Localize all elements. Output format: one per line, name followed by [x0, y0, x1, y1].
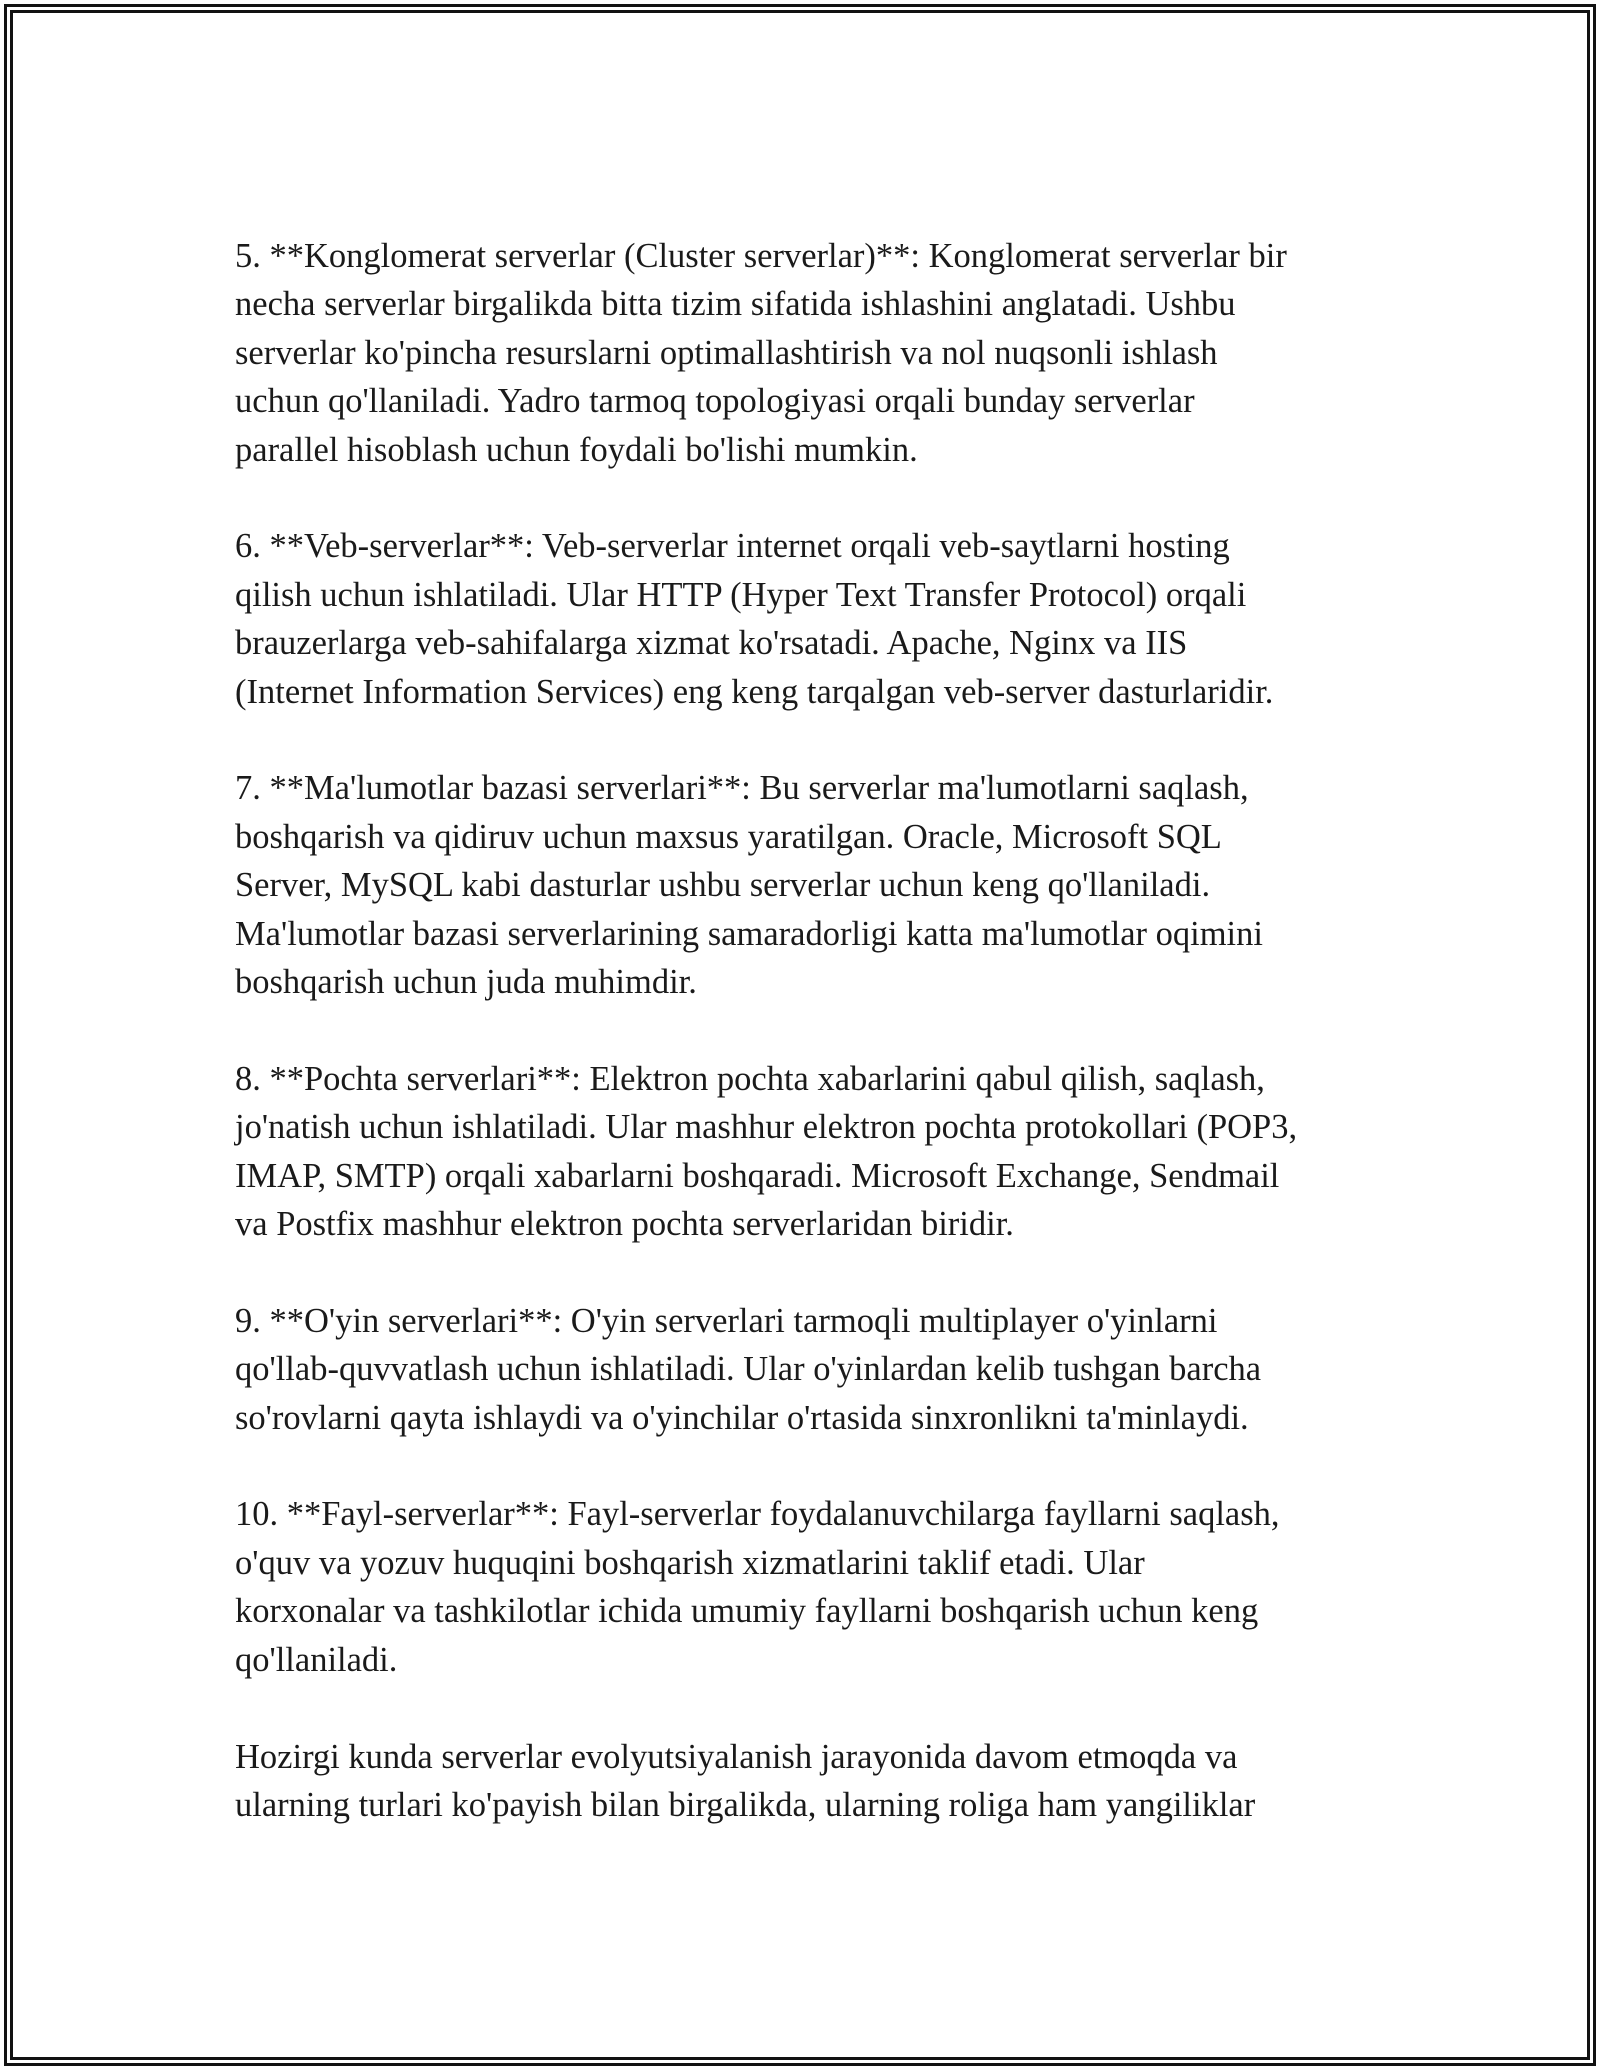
paragraph-web-servers: 6. **Veb-serverlar**: Veb-serverlar internet orqali veb-saytlarni hosting qilish uchun ishlatiladi. Ular HTTP (Hyper Text Transfer Protocol) orqali brauzerlarga veb-sahifalarga xizmat ko'rsatadi. Apache, Nginx va IIS (Internet Information Services) eng keng tarqalgan veb-server dasturlaridir. — [235, 527, 1274, 711]
paragraph-mail-servers: 8. **Pochta serverlari**: Elektron pochta xabarlarini qabul qilish, saqlash, jo'natish uchun ishlatiladi. Ular mashhur elektron pochta protokollari (POP3, IMAP, SMTP) orqali xabarlarni boshqaradi. Microsoft Exchange, Sendmail va Postfix mashhur elektron pochta serverlaridan biridir. — [235, 1059, 1298, 1244]
paragraph-cluster-servers: 5. **Konglomerat serverlar (Cluster serverlar)**: Konglomerat serverlar bir necha serverlar birgalikda bitta tizim sifatida ishlashini anglatadi. Ushbu serverlar ko'pincha resurslarni optimallashtirish va nol nuqsonli ishlash uchun qo'llaniladi. Yadro tarmoq topologiyasi orqali bunday serverlar parallel hisoblash uchun foydali bo'lishi mumkin. — [235, 237, 1287, 469]
paragraph-file-servers: 10. **Fayl-serverlar**: Fayl-serverlar foydalanuvchilarga fayllarni saqlash, o'quv va yozuv huquqini boshqarish xizmatlarini taklif etadi. Ular korxonalar va tashkilotlar ichida umumiy fayllarni boshqarish uchun keng qo'llaniladi. — [235, 1495, 1280, 1679]
paragraph-conclusion: Hozirgi kunda serverlar evolyutsiyalanish jarayonida davom etmoqda va ularning turlari ko'payish bilan birgalikda, ularning roliga ham yangiliklar — [235, 1737, 1256, 1824]
document-body — [235, 232, 1395, 1829]
paragraph-game-servers: 9. **O'yin serverlari**: O'yin serverlari tarmoqli multiplayer o'yinlarni qo'llab-quvvatlash uchun ishlatiladi. Ular o'yinlardan kelib tushgan barcha so'rovlarni qayta ishlaydi va o'yinchilar o'rtasida sinxronlikni ta'minlaydi. — [235, 1301, 1262, 1437]
paragraph-database-servers: 7. **Ma'lumotlar bazasi serverlari**: Bu serverlar ma'lumotlarni saqlash, boshqarish va qidiruv uchun maxsus yaratilgan. Oracle, Microsoft SQL Server, MySQL kabi dasturlar ushbu serverlar uchun keng qo'llaniladi. Ma'lumotlar bazasi serverlarining samaradorligi katta ma'lumotlar oqimini boshqarish uchun juda muhimdir. — [235, 769, 1263, 1002]
